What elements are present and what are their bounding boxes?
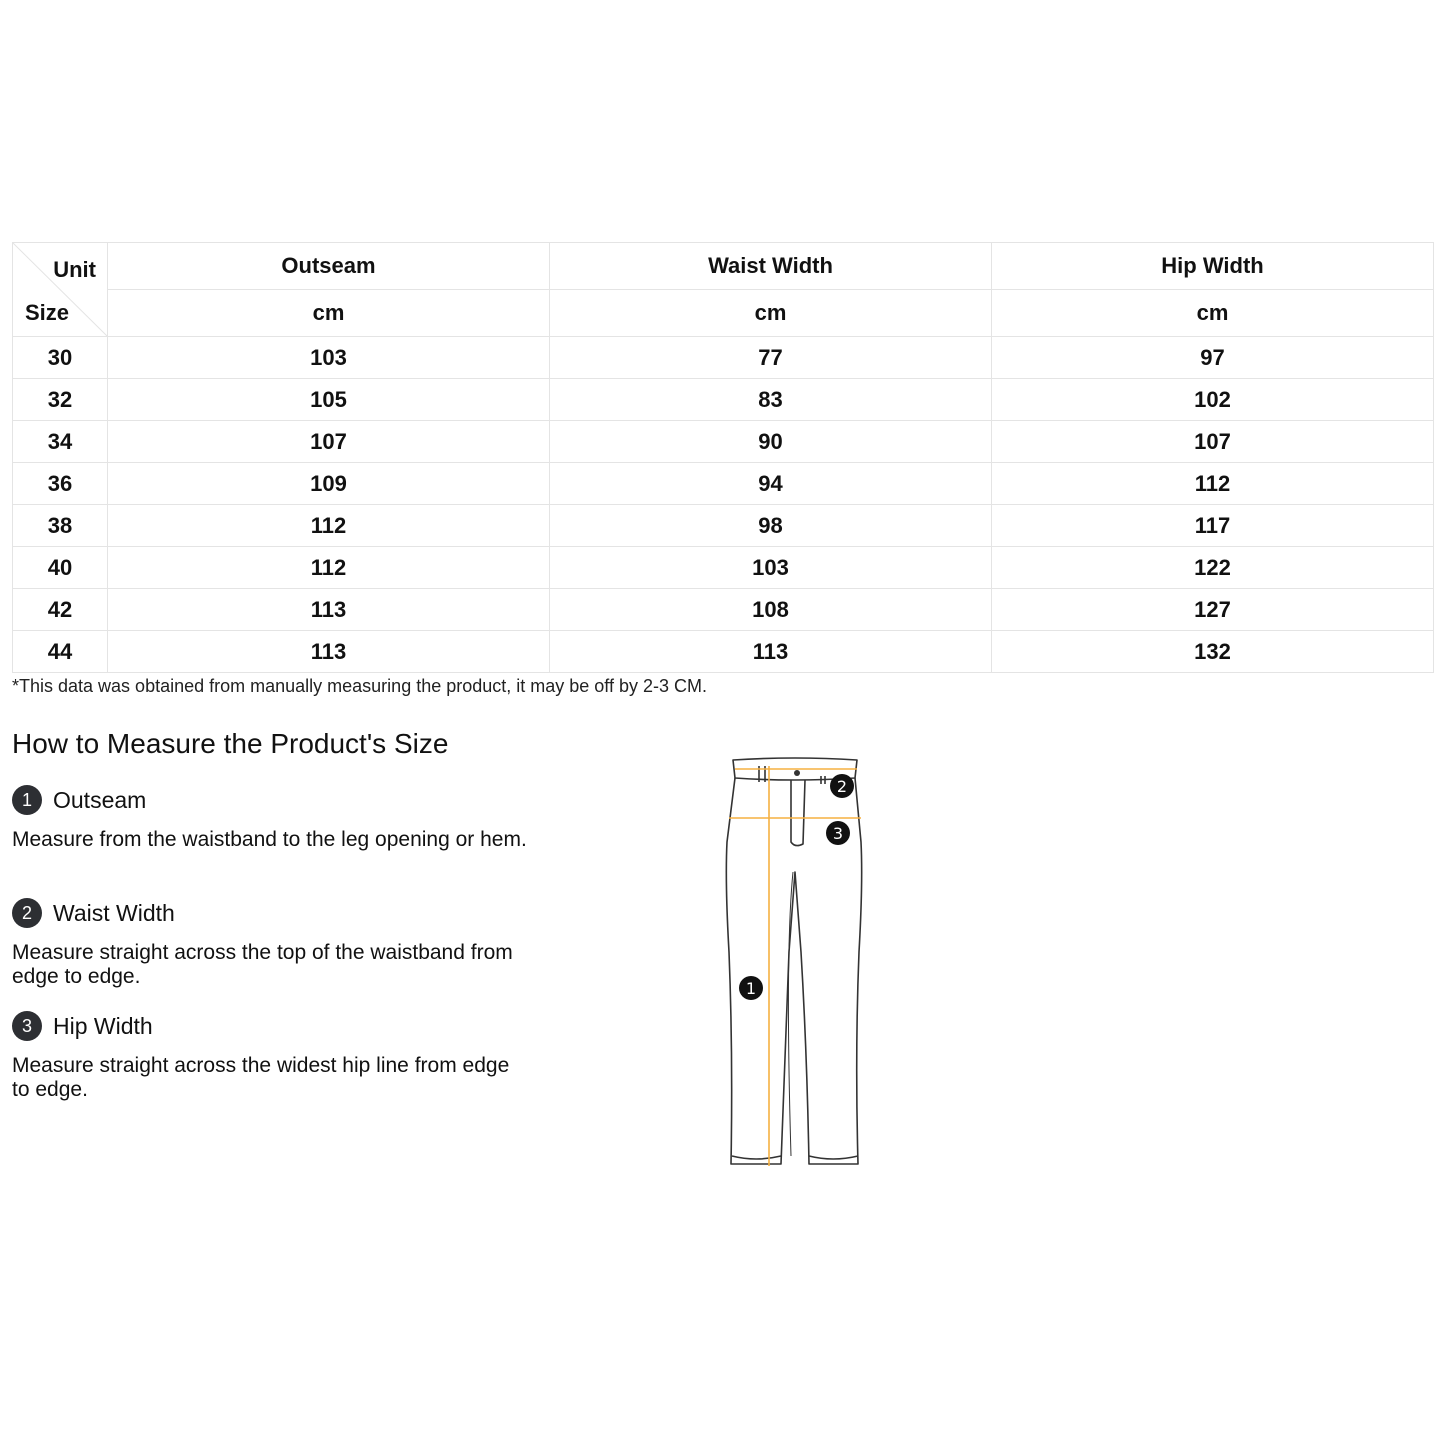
- waist-width-cell: 90: [550, 421, 992, 463]
- how-to-measure-title: How to Measure the Product's Size: [12, 728, 449, 759]
- waist-width-cell: 83: [550, 379, 992, 421]
- corner-unit-label: Unit: [53, 257, 96, 282]
- unit-cell: cm: [992, 290, 1434, 337]
- column-header-hip-width: Hip Width: [992, 243, 1434, 290]
- waist-width-cell: 108: [550, 589, 992, 631]
- corner-size-label: Size: [25, 300, 70, 325]
- hip-width-cell: 102: [992, 379, 1434, 421]
- size-cell: 36: [13, 463, 108, 505]
- table-row: [13, 505, 1434, 547]
- svg-text:2: 2: [836, 777, 848, 796]
- marker-1: [739, 976, 763, 1000]
- outseam-cell: 112: [108, 547, 550, 589]
- table-row: [13, 547, 1434, 589]
- size-cell: 30: [13, 337, 108, 379]
- size-cell: 42: [13, 589, 108, 631]
- unit-cell: cm: [108, 290, 550, 337]
- button-dot: [794, 770, 800, 776]
- waist-width-cell: 113: [550, 631, 992, 673]
- pants-measurement-diagram: [715, 752, 875, 1177]
- table-row: [13, 337, 1434, 379]
- step-description: Measure from the waistband to the leg opening or hem.: [12, 828, 527, 851]
- marker-3: [826, 821, 850, 845]
- step-description: Measure straight across the top of the waistband from edge to edge.: [12, 941, 513, 988]
- header-row: [13, 243, 1434, 290]
- size-cell: 32: [13, 379, 108, 421]
- table-row: [13, 421, 1434, 463]
- outseam-cell: 103: [108, 337, 550, 379]
- svg-text:1: 1: [745, 979, 757, 998]
- step-hip-width: [12, 1010, 532, 1102]
- size-cell: 44: [13, 631, 108, 673]
- hip-width-cell: 132: [992, 631, 1434, 673]
- pants-outline: [726, 758, 861, 1164]
- outseam-cell: 105: [108, 379, 550, 421]
- outseam-cell: 112: [108, 505, 550, 547]
- outseam-cell: 113: [108, 631, 550, 673]
- unit-row: [13, 290, 1434, 337]
- step-number-badge: 2: [12, 898, 42, 928]
- hip-width-cell: 112: [992, 463, 1434, 505]
- table-row: [13, 463, 1434, 505]
- table-row: [13, 631, 1434, 673]
- waist-width-cell: 98: [550, 505, 992, 547]
- waist-width-cell: 94: [550, 463, 992, 505]
- hip-width-cell: 127: [992, 589, 1434, 631]
- outseam-cell: 107: [108, 421, 550, 463]
- waist-width-cell: 77: [550, 337, 992, 379]
- size-cell: 38: [13, 505, 108, 547]
- corner-cell: [13, 243, 108, 337]
- step-header: [12, 897, 532, 929]
- size-chart-table: [12, 242, 1434, 673]
- hip-width-cell: 122: [992, 547, 1434, 589]
- step-description: Measure straight across the widest hip line from edge to edge.: [12, 1054, 510, 1101]
- outseam-cell: 109: [108, 463, 550, 505]
- step-title: Waist Width: [53, 899, 175, 926]
- column-header-outseam: Outseam: [108, 243, 550, 290]
- hip-width-cell: 97: [992, 337, 1434, 379]
- size-cell: 34: [13, 421, 108, 463]
- step-header: [12, 784, 532, 816]
- unit-cell: cm: [550, 290, 992, 337]
- marker-2: [830, 774, 854, 798]
- waist-width-cell: 103: [550, 547, 992, 589]
- hip-width-cell: 117: [992, 505, 1434, 547]
- svg-text:3: 3: [832, 824, 844, 843]
- size-cell: 40: [13, 547, 108, 589]
- step-title: Hip Width: [53, 1012, 153, 1039]
- step-header: [12, 1010, 532, 1042]
- step-number-badge: 3: [12, 1011, 42, 1041]
- table-row: [13, 379, 1434, 421]
- step-outseam: [12, 784, 532, 852]
- step-number-badge: 1: [12, 785, 42, 815]
- hip-width-cell: 107: [992, 421, 1434, 463]
- step-title: Outseam: [53, 786, 147, 813]
- measurement-note: *This data was obtained from manually measuring the product, it may be off by 2-3 CM.: [12, 676, 708, 696]
- outseam-cell: 113: [108, 589, 550, 631]
- column-header-waist-width: Waist Width: [550, 243, 992, 290]
- step-waist-width: [12, 897, 532, 989]
- table-row: [13, 589, 1434, 631]
